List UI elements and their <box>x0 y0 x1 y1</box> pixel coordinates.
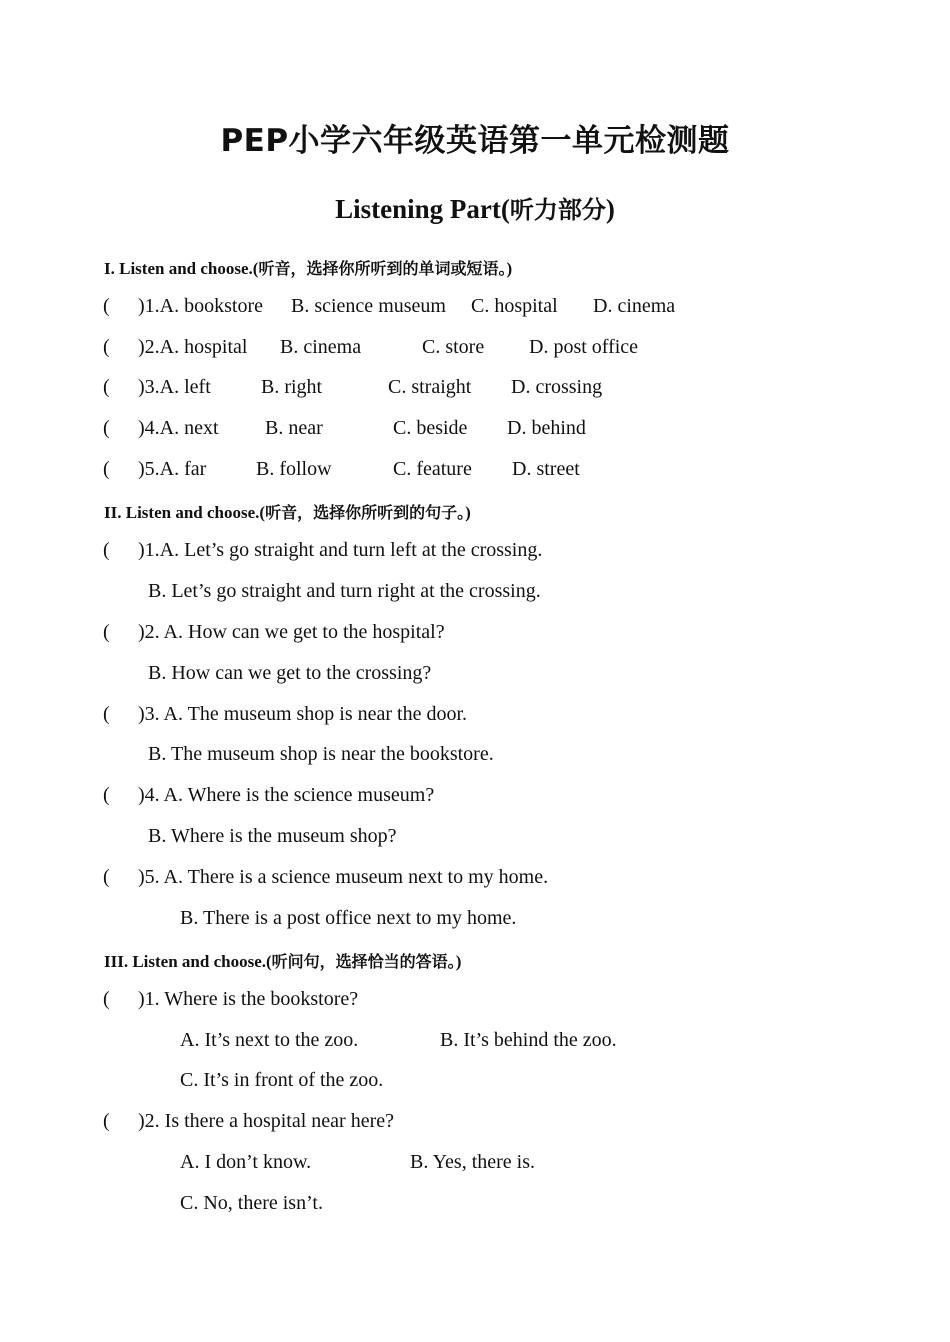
section-2-heading-en: II. Listen and choose.( <box>104 503 266 522</box>
question: )2. Is there a hospital near here? <box>138 1110 394 1132</box>
option-c: C. hospital <box>471 295 558 317</box>
section-1-heading-cn: 听音，选择你所听到的单词或短语。 <box>258 259 507 278</box>
option-c: C. feature <box>393 458 472 480</box>
option-c: C. store <box>422 336 485 358</box>
sentence-b: B. Let’s go straight and turn right at the crossing. <box>148 580 541 602</box>
section-3-heading-en: III. Listen and choose.( <box>104 952 272 971</box>
sentence-a: )3. A. The museum shop is near the door. <box>138 703 468 725</box>
answer-bracket[interactable]: ( <box>103 866 110 888</box>
section-1-heading <box>104 256 512 279</box>
answer-c: C. No, there isn’t. <box>180 1192 323 1214</box>
option-b: B. right <box>261 376 323 398</box>
option-a: )1.A. bookstore <box>138 295 263 317</box>
section-3-heading-cn: 听问句，选择恰当的答语。 <box>271 952 456 971</box>
sentence-a: )1.A. Let’s go straight and turn left at the crossing. <box>138 539 543 561</box>
section-2-heading-close: ) <box>465 503 471 522</box>
answer-c: C. It’s in front of the zoo. <box>180 1069 384 1091</box>
section-1-heading-en: I. Listen and choose.( <box>104 259 259 278</box>
sentence-a: )2. A. How can we get to the hospital? <box>138 621 445 643</box>
answer-bracket[interactable]: ( <box>103 336 110 358</box>
answer-bracket[interactable]: ( <box>103 988 110 1010</box>
section-2-heading <box>104 500 471 523</box>
sentence-a: )4. A. Where is the science museum? <box>138 784 435 806</box>
option-a: )2.A. hospital <box>138 336 248 358</box>
option-c: C. beside <box>393 417 468 439</box>
answer-bracket[interactable]: ( <box>103 295 110 317</box>
answer-bracket[interactable]: ( <box>103 417 110 439</box>
sentence-b: B. Where is the museum shop? <box>148 825 397 847</box>
option-a: )4.A. next <box>138 417 219 439</box>
page-title: PEP小学六年级英语第一单元检测题 <box>220 123 730 159</box>
option-d: D. post office <box>529 336 639 358</box>
subtitle-cn: 听力部分 <box>509 196 606 224</box>
answer-bracket[interactable]: ( <box>103 539 110 561</box>
answer-a: A. It’s next to the zoo. <box>180 1029 359 1051</box>
listening-part-heading <box>0 190 950 225</box>
option-d: D. cinema <box>593 295 676 317</box>
option-a: )3.A. left <box>138 376 211 398</box>
question: )1. Where is the bookstore? <box>138 988 359 1010</box>
section-3-heading <box>104 949 461 972</box>
section-3-heading-close: ) <box>455 952 462 971</box>
answer-b: B. Yes, there is. <box>410 1151 536 1173</box>
option-c: C. straight <box>388 376 472 398</box>
answer-a: A. I don’t know. <box>180 1151 312 1173</box>
option-b: B. cinema <box>280 336 362 358</box>
sentence-b: B. The museum shop is near the bookstore. <box>148 743 494 765</box>
answer-bracket[interactable]: ( <box>103 1110 110 1132</box>
option-b: B. science museum <box>291 295 446 317</box>
option-d: D. street <box>512 458 580 480</box>
answer-bracket[interactable]: ( <box>103 784 110 806</box>
option-d: D. behind <box>507 417 586 439</box>
answer-bracket[interactable]: ( <box>103 621 110 643</box>
subtitle-en: Listening Part( <box>335 194 510 224</box>
sentence-b: B. There is a post office next to my home. <box>180 907 517 929</box>
option-b: B. follow <box>256 458 332 480</box>
option-b: B. near <box>265 417 323 439</box>
option-d: D. crossing <box>511 376 603 398</box>
subtitle-close: ) <box>605 194 615 224</box>
option-a: )5.A. far <box>138 458 207 480</box>
answer-bracket[interactable]: ( <box>103 376 110 398</box>
sentence-a: )5. A. There is a science museum next to my home. <box>138 866 549 888</box>
answer-bracket[interactable]: ( <box>103 458 110 480</box>
sentence-b: B. How can we get to the crossing? <box>148 662 432 684</box>
section-2-heading-cn: 听音，选择你所听到的句子。 <box>265 503 466 522</box>
answer-bracket[interactable]: ( <box>103 703 110 725</box>
section-1-heading-close: ) <box>506 259 513 278</box>
answer-b: B. It’s behind the zoo. <box>440 1029 617 1051</box>
